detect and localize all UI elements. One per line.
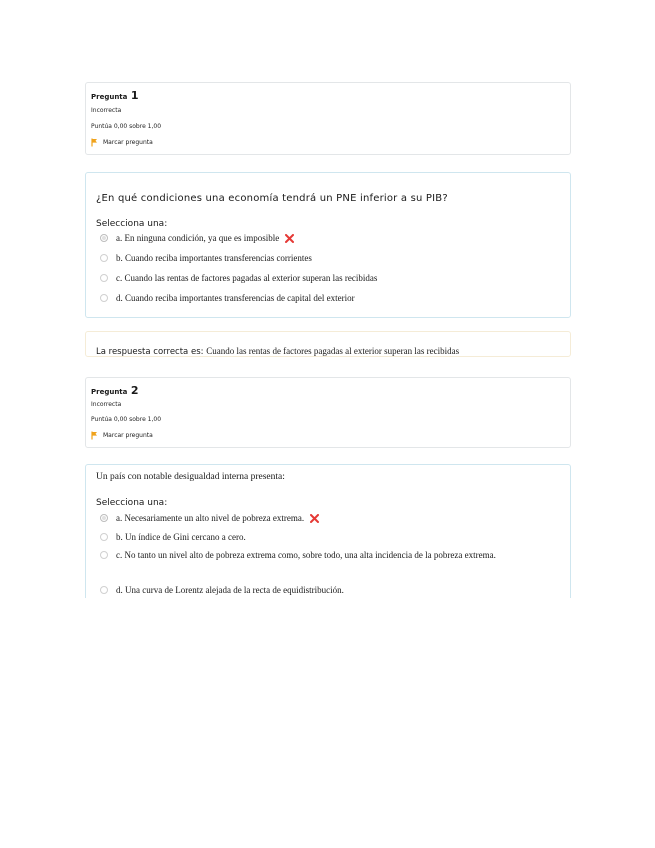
flag-icon xyxy=(91,138,98,147)
right-answer-text: Cuando las rentas de factores pagadas al exterior superan las recibidas xyxy=(206,346,460,356)
incorrect-icon xyxy=(285,234,294,243)
question-number: 1 xyxy=(130,89,139,102)
answer-text: d. Una curva de Lorentz alejada de la recta de equidistribución. xyxy=(116,585,344,595)
radio-button[interactable] xyxy=(100,533,108,541)
question-text: ¿En qué condiciones una economía tendrá un PNE inferior a su PIB? xyxy=(96,193,448,204)
incorrect-icon xyxy=(310,514,319,523)
flag-question-link[interactable] xyxy=(91,431,153,440)
radio-button[interactable] xyxy=(100,586,108,594)
answer-option-a[interactable] xyxy=(100,233,294,243)
answer-option-a[interactable] xyxy=(100,513,319,523)
radio-button[interactable] xyxy=(100,551,108,559)
flag-question-link[interactable] xyxy=(91,138,153,147)
answer-option-c[interactable] xyxy=(100,548,540,562)
question-1-info xyxy=(85,82,571,155)
radio-button[interactable] xyxy=(100,234,108,242)
question-score: Puntúa 0,00 sobre 1,00 xyxy=(91,416,162,423)
question-title xyxy=(91,89,138,102)
right-answer-prefix: La respuesta correcta es: xyxy=(96,347,207,357)
answer-prompt: Selecciona una: xyxy=(96,219,168,229)
radio-button[interactable] xyxy=(100,294,108,302)
flag-question-label: Marcar pregunta xyxy=(103,139,153,146)
radio-button[interactable] xyxy=(100,274,108,282)
question-2-info xyxy=(85,377,571,448)
question-label: Pregunta xyxy=(91,93,128,101)
answer-text: b. Cuando reciba importantes transferencias corrientes xyxy=(116,253,312,263)
answer-option-b[interactable] xyxy=(100,532,246,542)
question-number: 2 xyxy=(130,384,139,397)
answer-option-d[interactable] xyxy=(100,585,344,595)
answer-text: d. Cuando reciba importantes transferencias de capital del exterior xyxy=(116,293,355,303)
flag-icon xyxy=(91,431,98,440)
flag-question-label: Marcar pregunta xyxy=(103,432,153,439)
question-label: Pregunta xyxy=(91,388,128,396)
question-1-feedback xyxy=(85,331,571,357)
question-state: Incorrecta xyxy=(91,107,122,114)
right-answer xyxy=(96,339,459,358)
answer-text: a. En ninguna condición, ya que es imposible xyxy=(116,233,280,243)
answer-option-b[interactable] xyxy=(100,253,312,263)
answer-option-d[interactable] xyxy=(100,293,355,303)
radio-button[interactable] xyxy=(100,514,108,522)
question-2-content xyxy=(85,464,571,598)
answer-text: c. No tanto un nivel alto de pobreza extrema como, sobre todo, una alta incidencia de la pobreza extrema. xyxy=(116,550,496,560)
answer-text: b. Un índice de Gini cercano a cero. xyxy=(116,532,246,542)
question-text: Un país con notable desigualdad interna presenta: xyxy=(96,472,285,482)
answer-prompt: Selecciona una: xyxy=(96,498,168,508)
question-state: Incorrecta xyxy=(91,401,122,408)
question-1-content xyxy=(85,172,571,318)
radio-button[interactable] xyxy=(100,254,108,262)
answer-option-c[interactable] xyxy=(100,273,377,283)
answer-text: c. Cuando las rentas de factores pagadas al exterior superan las recibidas xyxy=(116,273,378,283)
answer-text: a. Necesariamente un alto nivel de pobreza extrema. xyxy=(116,513,305,523)
question-title xyxy=(91,384,138,397)
question-score: Puntúa 0,00 sobre 1,00 xyxy=(91,123,162,130)
